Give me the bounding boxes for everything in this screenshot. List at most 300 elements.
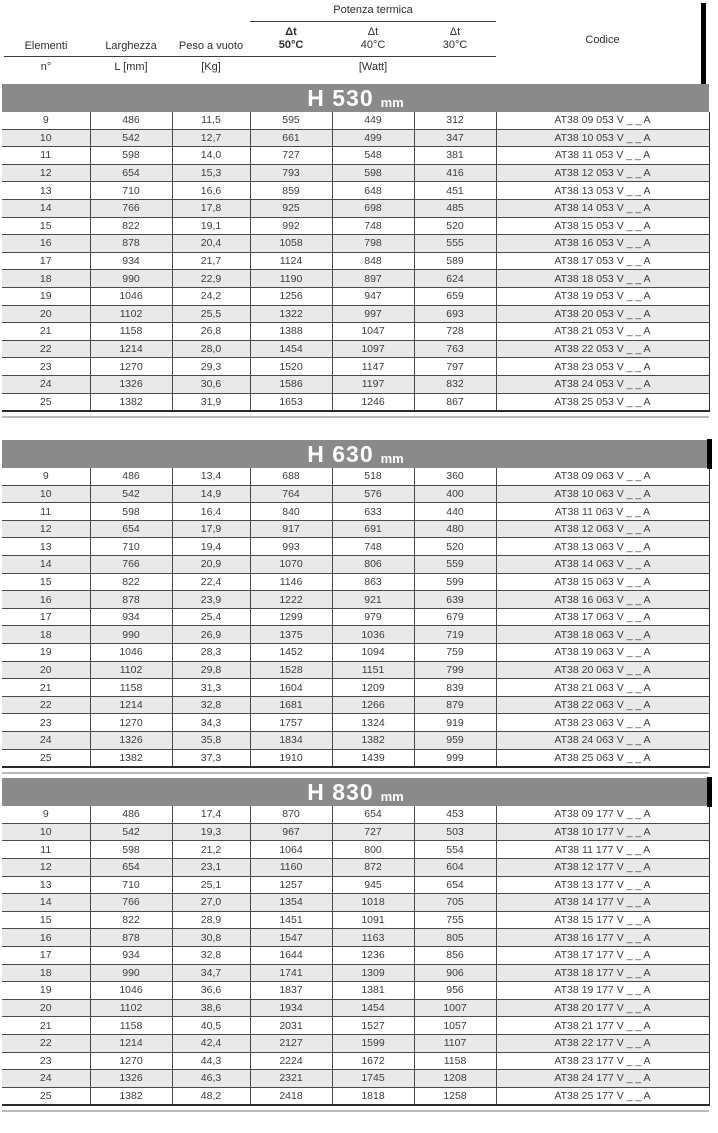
section-band-h630 xyxy=(2,440,709,468)
table-row xyxy=(2,858,709,876)
elements-cell: 11 xyxy=(2,503,90,521)
elements-cell: 10 xyxy=(2,485,90,503)
elements-cell: 10 xyxy=(2,823,90,841)
table-row xyxy=(2,323,709,341)
watt30-cell: 1107 xyxy=(414,1034,496,1052)
weight-cell: 26,8 xyxy=(172,323,250,341)
watt40-cell: 648 xyxy=(332,182,414,200)
watt30-cell: 639 xyxy=(414,591,496,609)
table-row xyxy=(2,217,709,235)
weight-cell: 35,8 xyxy=(172,732,250,750)
watt50-cell: 1124 xyxy=(250,252,332,270)
code-cell: AT38 21 063 V _ _ A xyxy=(496,679,709,697)
width-cell: 1102 xyxy=(90,999,172,1017)
width-cell: 1102 xyxy=(90,661,172,679)
watt40-cell: 798 xyxy=(332,235,414,253)
code-cell: AT38 16 053 V _ _ A xyxy=(496,235,709,253)
elements-cell: 20 xyxy=(2,999,90,1017)
watt50-cell: 1520 xyxy=(250,358,332,376)
table-row xyxy=(2,556,709,574)
watt30-cell: 1007 xyxy=(414,999,496,1017)
table-row xyxy=(2,661,709,679)
width-cell: 1158 xyxy=(90,1017,172,1035)
watt30-cell: 440 xyxy=(414,503,496,521)
weight-cell: 19,4 xyxy=(172,538,250,556)
code-cell: AT38 19 053 V _ _ A xyxy=(496,287,709,305)
width-cell: 822 xyxy=(90,911,172,929)
watt50-cell: 1256 xyxy=(250,287,332,305)
band-accent-bar xyxy=(707,777,712,807)
width-cell: 1382 xyxy=(90,393,172,411)
weight-cell: 15,3 xyxy=(172,164,250,182)
width-cell: 1270 xyxy=(90,714,172,732)
watt30-cell: 1258 xyxy=(414,1087,496,1105)
watt40-cell: 1151 xyxy=(332,661,414,679)
code-cell: AT38 09 053 V _ _ A xyxy=(496,112,709,129)
table-header xyxy=(2,0,709,84)
peso-unit-header: [Kg] xyxy=(201,61,221,73)
watt40-cell: 1454 xyxy=(332,999,414,1017)
width-cell: 598 xyxy=(90,147,172,165)
weight-cell: 48,2 xyxy=(172,1087,250,1105)
header-underline xyxy=(4,56,496,57)
elements-cell: 10 xyxy=(2,129,90,147)
weight-cell: 22,9 xyxy=(172,270,250,288)
watt30-cell: 799 xyxy=(414,661,496,679)
section-band-h530 xyxy=(2,84,709,112)
weight-cell: 19,3 xyxy=(172,823,250,841)
watt50-cell: 1757 xyxy=(250,714,332,732)
code-cell: AT38 25 053 V _ _ A xyxy=(496,393,709,411)
width-cell: 990 xyxy=(90,626,172,644)
watt30-cell: 728 xyxy=(414,323,496,341)
code-cell: AT38 25 177 V _ _ A xyxy=(496,1087,709,1105)
width-cell: 934 xyxy=(90,252,172,270)
table-row xyxy=(2,164,709,182)
larghezza-unit-header: L [mm] xyxy=(114,61,148,73)
elements-cell: 19 xyxy=(2,982,90,1000)
watt40-cell: 698 xyxy=(332,199,414,217)
elementi-header: Elementi xyxy=(24,40,68,52)
elements-cell: 16 xyxy=(2,235,90,253)
table-row xyxy=(2,714,709,732)
watt50-cell: 1375 xyxy=(250,626,332,644)
width-cell: 990 xyxy=(90,270,172,288)
watt40-cell: 1236 xyxy=(332,946,414,964)
dt50-header xyxy=(250,26,332,52)
elements-cell: 13 xyxy=(2,876,90,894)
code-cell: AT38 20 177 V _ _ A xyxy=(496,999,709,1017)
elements-cell: 22 xyxy=(2,340,90,358)
elements-cell: 25 xyxy=(2,393,90,411)
width-cell: 990 xyxy=(90,964,172,982)
elements-cell: 20 xyxy=(2,661,90,679)
watt40-cell: 748 xyxy=(332,538,414,556)
watt30-cell: 520 xyxy=(414,217,496,235)
weight-cell: 34,3 xyxy=(172,714,250,732)
watt50-cell: 917 xyxy=(250,520,332,538)
weight-cell: 20,4 xyxy=(172,235,250,253)
elements-cell: 13 xyxy=(2,538,90,556)
watt40-cell: 1246 xyxy=(332,393,414,411)
table-row xyxy=(2,982,709,1000)
watt30-cell: 453 xyxy=(414,806,496,823)
watt30-cell: 659 xyxy=(414,287,496,305)
weight-cell: 17,4 xyxy=(172,806,250,823)
watt50-cell: 1299 xyxy=(250,608,332,626)
watt40-cell: 1018 xyxy=(332,894,414,912)
section-shadow-line xyxy=(2,772,709,774)
code-cell: AT38 10 053 V _ _ A xyxy=(496,129,709,147)
weight-cell: 37,3 xyxy=(172,749,250,767)
elementi-unit-header: n° xyxy=(40,61,52,73)
potenza-termica-header: Potenza termica xyxy=(333,4,413,16)
watt50-cell: 1064 xyxy=(250,841,332,859)
watt40-cell: 1745 xyxy=(332,1070,414,1088)
elements-cell: 15 xyxy=(2,217,90,235)
code-cell: AT38 14 177 V _ _ A xyxy=(496,894,709,912)
width-cell: 1382 xyxy=(90,749,172,767)
code-cell: AT38 12 177 V _ _ A xyxy=(496,858,709,876)
watt50-cell: 1146 xyxy=(250,573,332,591)
watt30-cell: 879 xyxy=(414,696,496,714)
weight-cell: 14,0 xyxy=(172,147,250,165)
watt30-cell: 360 xyxy=(414,468,496,485)
watt40-cell: 1197 xyxy=(332,375,414,393)
width-cell: 766 xyxy=(90,556,172,574)
code-cell: AT38 11 063 V _ _ A xyxy=(496,503,709,521)
watt40-cell: 1266 xyxy=(332,696,414,714)
code-cell: AT38 15 053 V _ _ A xyxy=(496,217,709,235)
elements-cell: 23 xyxy=(2,1052,90,1070)
width-cell: 542 xyxy=(90,129,172,147)
code-cell: AT38 10 063 V _ _ A xyxy=(496,485,709,503)
width-cell: 878 xyxy=(90,929,172,947)
code-cell: AT38 17 177 V _ _ A xyxy=(496,946,709,964)
watt50-cell: 1222 xyxy=(250,591,332,609)
table-row xyxy=(2,199,709,217)
code-cell: AT38 25 063 V _ _ A xyxy=(496,749,709,767)
weight-cell: 17,8 xyxy=(172,199,250,217)
watt50-cell: 1322 xyxy=(250,305,332,323)
weight-cell: 34,7 xyxy=(172,964,250,982)
table-row xyxy=(2,375,709,393)
watt50-cell: 967 xyxy=(250,823,332,841)
code-cell: AT38 23 053 V _ _ A xyxy=(496,358,709,376)
section-band-h830 xyxy=(2,778,709,806)
watt50-cell: 1653 xyxy=(250,393,332,411)
table-row xyxy=(2,235,709,253)
code-cell: AT38 22 177 V _ _ A xyxy=(496,1034,709,1052)
watt50-cell: 1604 xyxy=(250,679,332,697)
watt30-cell: 485 xyxy=(414,199,496,217)
table-row xyxy=(2,696,709,714)
watt30-cell: 503 xyxy=(414,823,496,841)
width-cell: 766 xyxy=(90,894,172,912)
weight-cell: 29,8 xyxy=(172,661,250,679)
watt30-cell: 755 xyxy=(414,911,496,929)
code-cell: AT38 23 177 V _ _ A xyxy=(496,1052,709,1070)
width-cell: 1270 xyxy=(90,1052,172,1070)
watt50-cell: 2031 xyxy=(250,1017,332,1035)
watt50-cell: 1454 xyxy=(250,340,332,358)
width-cell: 1046 xyxy=(90,982,172,1000)
code-cell: AT38 20 063 V _ _ A xyxy=(496,661,709,679)
weight-cell: 42,4 xyxy=(172,1034,250,1052)
width-cell: 1214 xyxy=(90,340,172,358)
elements-cell: 19 xyxy=(2,287,90,305)
code-cell: AT38 24 063 V _ _ A xyxy=(496,732,709,750)
watt40-cell: 863 xyxy=(332,573,414,591)
watt40-cell: 806 xyxy=(332,556,414,574)
watt40-cell: 633 xyxy=(332,503,414,521)
dt30-header xyxy=(414,26,496,52)
watt50-cell: 1547 xyxy=(250,929,332,947)
watt50-cell: 2127 xyxy=(250,1034,332,1052)
width-cell: 1214 xyxy=(90,1034,172,1052)
elements-cell: 12 xyxy=(2,164,90,182)
watt50-cell: 1644 xyxy=(250,946,332,964)
width-cell: 598 xyxy=(90,841,172,859)
table-row xyxy=(2,1087,709,1105)
table-row xyxy=(2,999,709,1017)
watt40-cell: 654 xyxy=(332,806,414,823)
table-row xyxy=(2,1034,709,1052)
code-cell: AT38 24 053 V _ _ A xyxy=(496,375,709,393)
table-row xyxy=(2,608,709,626)
watt30-cell: 400 xyxy=(414,485,496,503)
weight-cell: 28,0 xyxy=(172,340,250,358)
watt40-cell: 449 xyxy=(332,112,414,129)
width-cell: 1382 xyxy=(90,1087,172,1105)
elements-cell: 16 xyxy=(2,929,90,947)
table-row xyxy=(2,929,709,947)
watt30-cell: 705 xyxy=(414,894,496,912)
watt50-cell: 2418 xyxy=(250,1087,332,1105)
data-table-h530 xyxy=(2,112,710,412)
section-title-unit: mm xyxy=(380,788,404,804)
elements-cell: 11 xyxy=(2,841,90,859)
watt40-cell: 1324 xyxy=(332,714,414,732)
watt50-cell: 870 xyxy=(250,806,332,823)
elements-cell: 12 xyxy=(2,858,90,876)
watt40-cell: 518 xyxy=(332,468,414,485)
weight-cell: 12,7 xyxy=(172,129,250,147)
watt30-cell: 693 xyxy=(414,305,496,323)
code-cell: AT38 18 063 V _ _ A xyxy=(496,626,709,644)
watt30-cell: 559 xyxy=(414,556,496,574)
code-cell: AT38 24 177 V _ _ A xyxy=(496,1070,709,1088)
watt50-cell: 1934 xyxy=(250,999,332,1017)
watt30-cell: 554 xyxy=(414,841,496,859)
watt50-cell: 859 xyxy=(250,182,332,200)
watt40-cell: 997 xyxy=(332,305,414,323)
watt50-cell: 1190 xyxy=(250,270,332,288)
watt40-cell: 1091 xyxy=(332,911,414,929)
watt50-cell: 1160 xyxy=(250,858,332,876)
table-row xyxy=(2,732,709,750)
table-row xyxy=(2,964,709,982)
dt30-symbol: Δt xyxy=(449,26,461,38)
dt50-temp: 50°C xyxy=(278,39,304,51)
weight-cell: 28,9 xyxy=(172,911,250,929)
watt30-cell: 480 xyxy=(414,520,496,538)
section-title: H 630 xyxy=(307,441,374,468)
table-row xyxy=(2,503,709,521)
weight-cell: 14,9 xyxy=(172,485,250,503)
table-row xyxy=(2,287,709,305)
elements-cell: 11 xyxy=(2,147,90,165)
table-row xyxy=(2,305,709,323)
elements-cell: 22 xyxy=(2,696,90,714)
watt40-cell: 1309 xyxy=(332,964,414,982)
elements-cell: 9 xyxy=(2,806,90,823)
width-cell: 934 xyxy=(90,608,172,626)
width-cell: 1326 xyxy=(90,732,172,750)
data-table-h830 xyxy=(2,806,710,1106)
section-title-unit: mm xyxy=(380,94,404,110)
section-shadow-line xyxy=(2,1110,709,1112)
width-cell: 598 xyxy=(90,503,172,521)
elements-cell: 16 xyxy=(2,591,90,609)
watt40-cell: 1209 xyxy=(332,679,414,697)
code-cell: AT38 17 063 V _ _ A xyxy=(496,608,709,626)
watt40-cell: 1439 xyxy=(332,749,414,767)
table-row xyxy=(2,485,709,503)
weight-cell: 11,5 xyxy=(172,112,250,129)
watt30-cell: 416 xyxy=(414,164,496,182)
table-row xyxy=(2,911,709,929)
width-cell: 1214 xyxy=(90,696,172,714)
width-cell: 710 xyxy=(90,876,172,894)
width-cell: 1158 xyxy=(90,679,172,697)
watt40-cell: 598 xyxy=(332,164,414,182)
width-cell: 1046 xyxy=(90,287,172,305)
watt50-cell: 992 xyxy=(250,217,332,235)
code-cell: AT38 09 177 V _ _ A xyxy=(496,806,709,823)
table-row xyxy=(2,679,709,697)
code-cell: AT38 22 063 V _ _ A xyxy=(496,696,709,714)
weight-cell: 13,4 xyxy=(172,468,250,485)
watt40-cell: 1094 xyxy=(332,644,414,662)
weight-cell: 30,8 xyxy=(172,929,250,947)
codice-header: Codice xyxy=(585,34,620,46)
weight-cell: 21,7 xyxy=(172,252,250,270)
section-title-unit: mm xyxy=(380,450,404,466)
data-table-h630 xyxy=(2,468,710,768)
code-cell: AT38 13 053 V _ _ A xyxy=(496,182,709,200)
width-cell: 1158 xyxy=(90,323,172,341)
section-shadow-line xyxy=(2,416,709,418)
width-cell: 710 xyxy=(90,182,172,200)
table-row xyxy=(2,468,709,485)
watt50-cell: 688 xyxy=(250,468,332,485)
code-cell: AT38 11 177 V _ _ A xyxy=(496,841,709,859)
watt30-cell: 839 xyxy=(414,679,496,697)
section-h630 xyxy=(2,440,709,774)
watt40-cell: 897 xyxy=(332,270,414,288)
table-row xyxy=(2,841,709,859)
code-cell: AT38 14 063 V _ _ A xyxy=(496,556,709,574)
elements-cell: 14 xyxy=(2,199,90,217)
elements-cell: 21 xyxy=(2,679,90,697)
watt50-cell: 1681 xyxy=(250,696,332,714)
elements-cell: 15 xyxy=(2,911,90,929)
watt50-cell: 1070 xyxy=(250,556,332,574)
code-cell: AT38 14 053 V _ _ A xyxy=(496,199,709,217)
watt50-cell: 793 xyxy=(250,164,332,182)
watt50-cell: 1834 xyxy=(250,732,332,750)
dt40-temp: 40°C xyxy=(360,39,386,51)
weight-cell: 20,9 xyxy=(172,556,250,574)
elements-cell: 18 xyxy=(2,270,90,288)
watt30-cell: 1208 xyxy=(414,1070,496,1088)
table-row xyxy=(2,252,709,270)
watt30-cell: 999 xyxy=(414,749,496,767)
dt50-symbol: Δt xyxy=(285,26,297,38)
weight-cell: 30,6 xyxy=(172,375,250,393)
code-cell: AT38 13 063 V _ _ A xyxy=(496,538,709,556)
watt40-cell: 1818 xyxy=(332,1087,414,1105)
watt50-cell: 993 xyxy=(250,538,332,556)
dt30-temp: 30°C xyxy=(442,39,468,51)
width-cell: 1270 xyxy=(90,358,172,376)
watt40-cell: 548 xyxy=(332,147,414,165)
watt30-cell: 381 xyxy=(414,147,496,165)
elements-cell: 25 xyxy=(2,1087,90,1105)
elements-cell: 9 xyxy=(2,468,90,485)
table-row xyxy=(2,591,709,609)
watt50-cell: 1257 xyxy=(250,876,332,894)
elements-cell: 22 xyxy=(2,1034,90,1052)
elements-cell: 18 xyxy=(2,626,90,644)
elements-cell: 14 xyxy=(2,894,90,912)
watt30-cell: 654 xyxy=(414,876,496,894)
watt30-cell: 906 xyxy=(414,964,496,982)
width-cell: 542 xyxy=(90,823,172,841)
watt40-cell: 1163 xyxy=(332,929,414,947)
table-row xyxy=(2,393,709,411)
potenza-termica-underline xyxy=(250,21,496,22)
watt30-cell: 604 xyxy=(414,858,496,876)
watt50-cell: 1452 xyxy=(250,644,332,662)
weight-cell: 21,2 xyxy=(172,841,250,859)
elements-cell: 9 xyxy=(2,112,90,129)
elements-cell: 17 xyxy=(2,946,90,964)
watt50-cell: 1586 xyxy=(250,375,332,393)
elements-cell: 21 xyxy=(2,1017,90,1035)
table-row xyxy=(2,823,709,841)
table-row xyxy=(2,1052,709,1070)
larghezza-header: Larghezza xyxy=(105,40,157,52)
table-row xyxy=(2,112,709,129)
watt50-cell: 1741 xyxy=(250,964,332,982)
watt30-cell: 867 xyxy=(414,393,496,411)
code-cell: AT38 09 063 V _ _ A xyxy=(496,468,709,485)
watt40-cell: 979 xyxy=(332,608,414,626)
watt30-cell: 832 xyxy=(414,375,496,393)
watt30-cell: 347 xyxy=(414,129,496,147)
code-cell: AT38 12 063 V _ _ A xyxy=(496,520,709,538)
table-row xyxy=(2,182,709,200)
watt40-cell: 499 xyxy=(332,129,414,147)
weight-cell: 36,6 xyxy=(172,982,250,1000)
watt40-cell: 872 xyxy=(332,858,414,876)
watt50-cell: 840 xyxy=(250,503,332,521)
watt40-cell: 1047 xyxy=(332,323,414,341)
watt30-cell: 312 xyxy=(414,112,496,129)
table-row xyxy=(2,129,709,147)
